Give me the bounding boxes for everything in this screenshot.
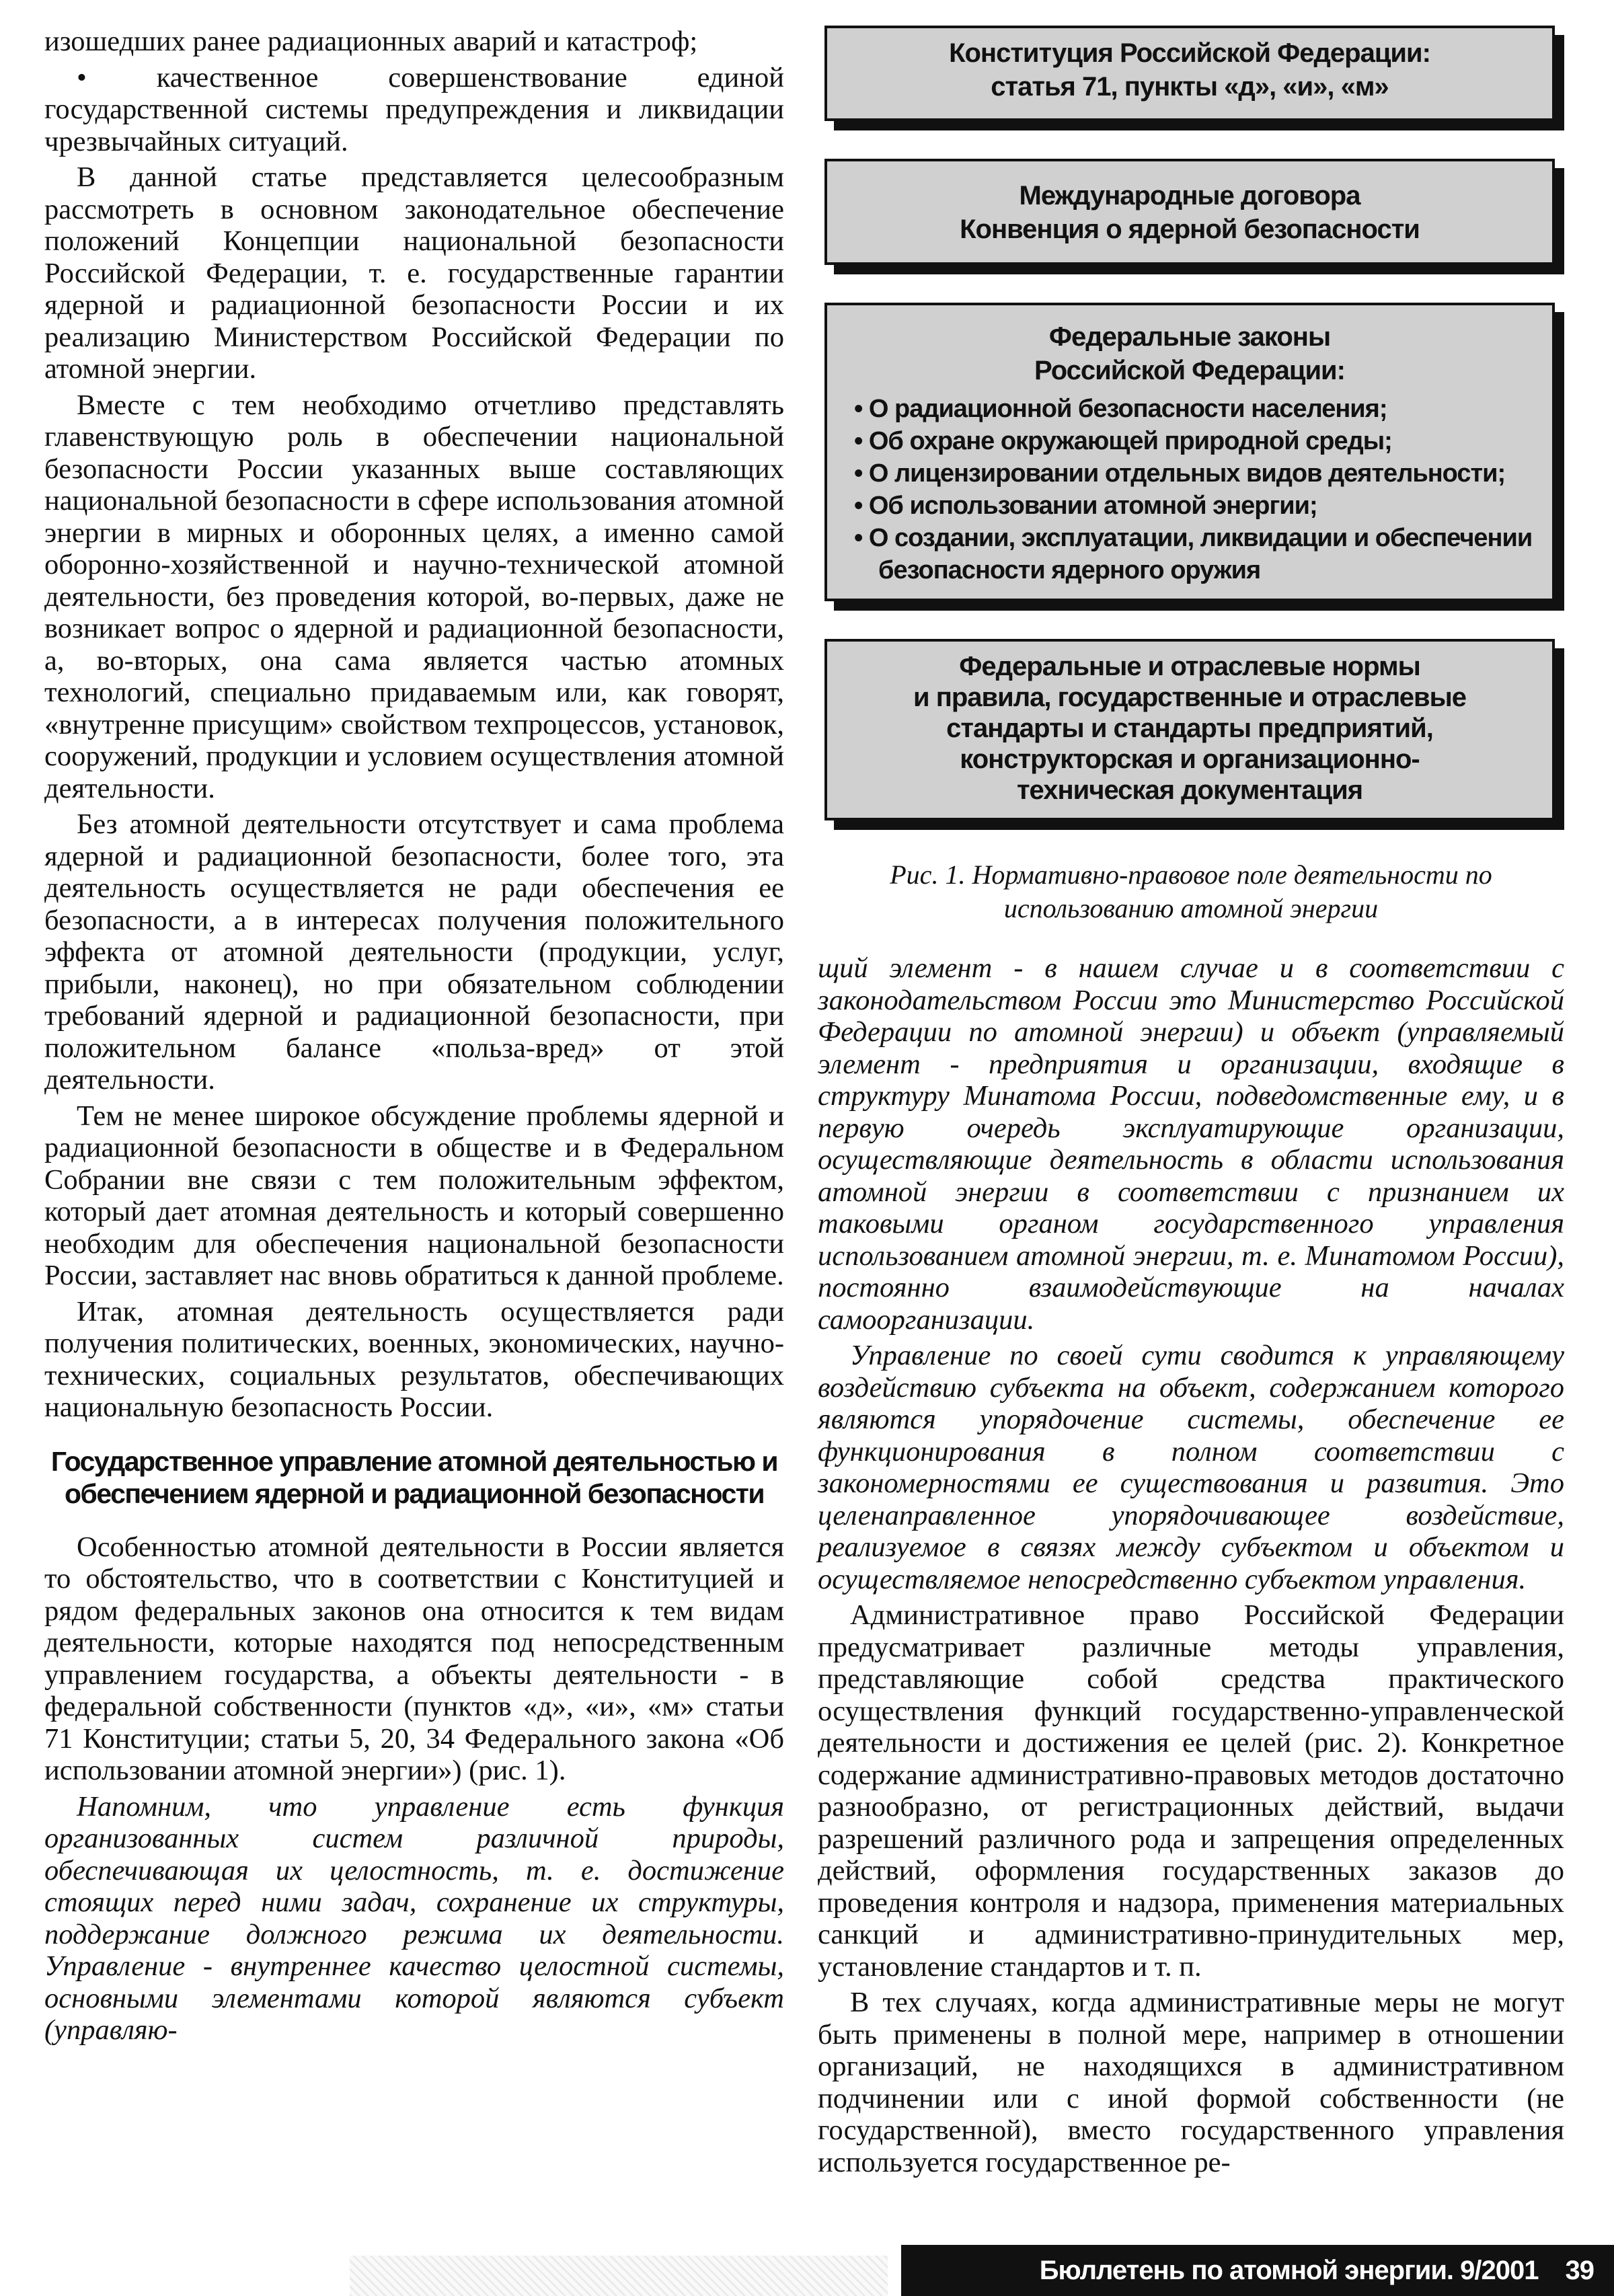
section-heading: Государственное управление атомной деятельностью и обеспечением ядерной и радиационной безопасности xyxy=(50,1445,778,1509)
paragraph: Итак, атомная деятельность осуществляется ради получения политических, военных, экономических, научно-технических, социальных результатов, обеспечивающих национальную безопасность России. xyxy=(44,1295,784,1423)
box-line: конструкторская и организационно- xyxy=(960,744,1420,774)
journal-title: Бюллетень по атомной энергии. 9/2001 xyxy=(1039,2255,1539,2285)
caption-line: использованию атомной энергии xyxy=(1003,893,1379,923)
law-item: • О лицензировании отдельных видов деятельности; xyxy=(854,459,1506,488)
paragraph: изошедших ранее радиационных аварий и катастроф; xyxy=(44,26,698,57)
paragraph: Особенностью атомной деятельности в России является то обстоятельство, что в соответствии с Конституцией и рядом федеральных законов она относится к тем видам деятельности, которые находятся под непосредственным управлением государства, а объекты деятельности - в федеральной собственности (пунктов «д», «и», «м» статьи 71 Конституции; статьи 5, 20, 34 Федерального закона «Об использовании атомной энергии») (рис. 1). xyxy=(44,1531,784,1786)
law-item: • Об охране окружающей природной среды; xyxy=(854,427,1392,455)
page-number: 39 xyxy=(1565,2255,1594,2285)
paragraph: Вместе с тем необходимо отчетливо представлять главенствующую роль в обеспечении национальной безопасности России указанных выше составляющих национальной безопасности в сфере использования атомной энергии в мирных и оборонных целях, а именно самой оборонно-хозяйственной и научно-технической атомной деятельности, без проведения которой, во-первых, даже не возникает вопрос о ядерной и радиационной безопасности, а, во-вторых, она сама является частью атомных технологий, специально придаваемым или, как говорят, «внутренне присущим» свойством техпроцессов, установок, сооружений, продукции и условием осуществления атомной деятельности. xyxy=(44,389,784,804)
paragraph: Без атомной деятельности отсутствует и сама проблема ядерной и радиационной безопасности, более того, эта деятельность осуществляется не ради обеспечения ее безопасности, а в интересах получения положительного эффекта от атомной деятельности (продукции, услуг, прибыли, наконец), но при обязательном соблюдении требований ядерной и радиационной безопасности, при положительном балансе «польза-вред» от этой деятельности. xyxy=(44,808,784,1096)
law-item: • О радиационной безопасности населения; xyxy=(854,395,1387,423)
italic-paragraph: Напомним, что управление есть функция организованных систем различной природы, обеспечивающая их целостность, т. е. достижение стоящих перед ними задач, сохранение их структуры, поддержание должного режима их деятельности. Управление - внутреннее качество целостной системы, основными элементами которой являются субъект (управляю- xyxy=(44,1790,784,2046)
italic-paragraph: Управление по своей сути сводится к управляющему воздействию субъекта на объект, содержанием которого являются упорядочение системы, обеспечение ее функционирования в полном соответствии с закономерностями ее существования и развития. Это целенаправленное упорядочивающее воздействие, реализуемое в связях между субъектом и объектом и осуществляемое непосредственно субъектом управления. xyxy=(818,1340,1564,1595)
box-line: Конституция Российской Федерации: xyxy=(949,38,1430,68)
box-title-line: Федеральные законы xyxy=(1048,322,1331,352)
box-norms-standards xyxy=(824,639,1555,820)
box-line: стандарты и стандарты предприятий, xyxy=(946,714,1433,743)
box-constitution xyxy=(824,26,1555,121)
paragraph: • качественное совершенствование единой государственной системы предупреждения и ликвидации чрезвычайных ситуаций. xyxy=(44,61,784,157)
figure-1 xyxy=(818,26,1564,925)
italic-paragraph: щий элемент - в нашем случае и в соответствии с законодательством России это Министерство Российской Федерации по атомной энергии) и объект (управляемый элемент - предприятия и организации, входящие в структуру Минатома России, подведомственные ему, и в первую очередь эксплуатирующие организации, осуществляющие деятельность в области использования атомной энергии в соответствии с признанием их таковыми органом государственного управления использованием атомной энергии, т. е. Минатомом России), постоянно взаимодействующие на началах самоорганизации. xyxy=(818,952,1564,1336)
box-line: Конвенция о ядерной безопасности xyxy=(960,215,1420,244)
right-column xyxy=(818,26,1564,2182)
box-line: техническая документация xyxy=(1016,775,1363,805)
box-federal-laws xyxy=(824,303,1555,601)
box-line: статья 71, пункты «д», «и», «м» xyxy=(991,72,1389,102)
law-item: • О создании, эксплуатации, ликвидации и обеспечении безопасности ядерного оружия xyxy=(854,524,1533,584)
box-international-treaties xyxy=(824,159,1555,265)
law-item: • Об использовании атомной энергии; xyxy=(854,492,1317,520)
paragraph: Административное право Российской Федерации предусматривает различные методы управления, представляющие собой средства практического осуществления функций государственно-управленческой деятельности и достижения ее целей (рис. 2). Конкретное содержание административно-правовых методов достаточно разнообразно, от регистрационных действий, выдачи разрешений различного рода и запрещения определенных действий, оформления государственных заказов до проведения контроля и надзора, применения материальных санкций и административно-принудительных мер, установление стандартов и т. п. xyxy=(818,1599,1564,1983)
box-line: и правила, государственные и отраслевые xyxy=(913,683,1466,712)
paragraph: В данной статье представляется целесообразным рассмотреть в основном законодательное обеспечение положений Концепции национальной безопасности Российской Федерации, т. е. государственные гарантии ядерной и радиационной безопасности России и их реализацию Министерством Российской Федерации по атомной энергии. xyxy=(44,161,784,385)
paragraph: В тех случаях, когда административные меры не могут быть применены в полной мере, например в отношении организаций, не находящихся в административном подчинении или с иной формой собственности (не государственной), вместо государственного управления используется государственное ре- xyxy=(818,1987,1564,2178)
figure-caption xyxy=(818,858,1564,925)
caption-line: Рис. 1. Нормативно-правовое поле деятельности по xyxy=(890,859,1492,890)
scan-noise xyxy=(350,2256,888,2296)
paragraph: Тем не менее широкое обсуждение проблемы ядерной и радиационной безопасности в обществе и в Федеральном Собрании вне связи с тем положительным эффектом, который дает атомная деятельность и который совершенно необходим для обеспечения национальной безопасности России, заставляет нас вновь обратиться к данной проблеме. xyxy=(44,1100,784,1291)
page-footer xyxy=(901,2245,1614,2296)
box-title-line: Российской Федерации: xyxy=(1034,356,1345,385)
box-line: Международные договора xyxy=(1019,181,1360,211)
box-line: Федеральные и отраслевые нормы xyxy=(959,652,1420,681)
left-column xyxy=(44,26,784,2051)
